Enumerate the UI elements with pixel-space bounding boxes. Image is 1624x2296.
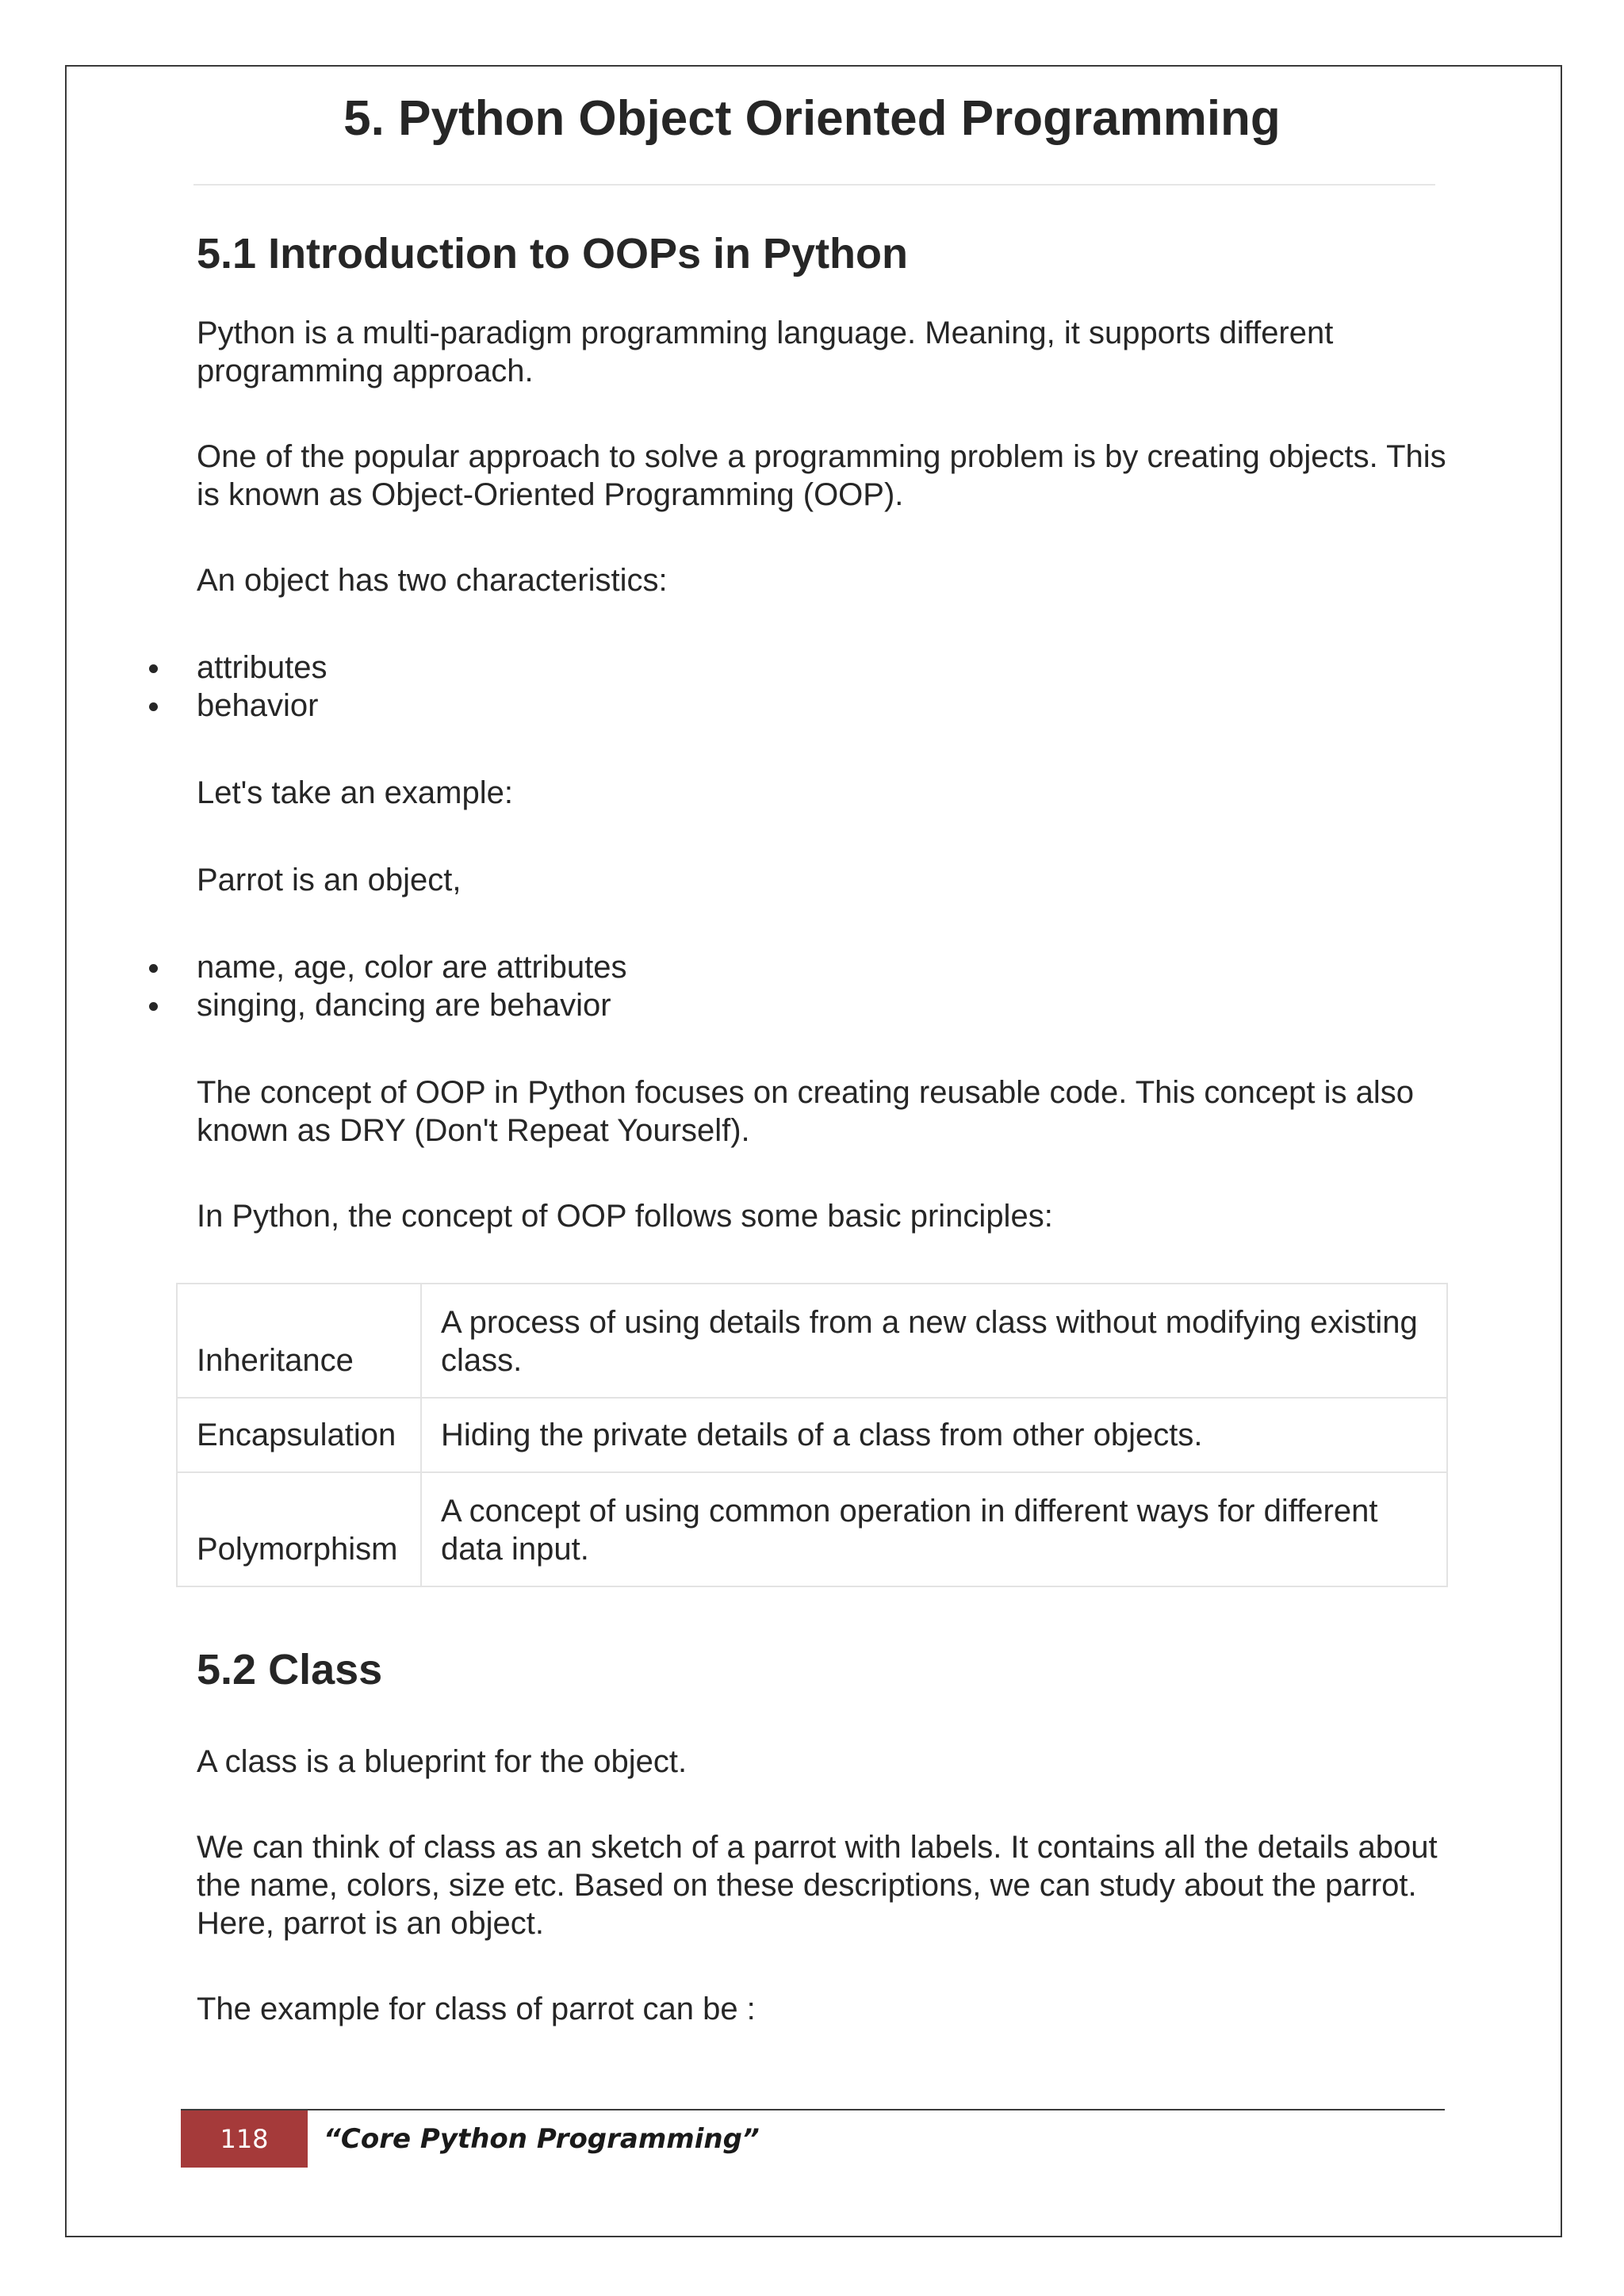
characteristics-list bbox=[143, 649, 327, 725]
paragraph-parrot-object: Parrot is an object, bbox=[197, 863, 462, 897]
principle-term: Inheritance bbox=[177, 1284, 421, 1398]
principle-description: A process of using details from a new class without modifying existing class. bbox=[421, 1284, 1447, 1398]
paragraph-characteristics-intro: An object has two characteristics: bbox=[197, 563, 668, 598]
paragraph-class-sketch: We can think of class as an sketch of a parrot with labels. It contains all the details about the name, colors, size etc. Based on these descriptions, we can study about the parrot. Here, parrot is an object. bbox=[197, 1830, 1438, 1941]
table-row bbox=[177, 1472, 1447, 1586]
principle-description: Hiding the private details of a class from other objects. bbox=[421, 1398, 1447, 1472]
list-item: name, age, color are attributes bbox=[143, 948, 627, 986]
title-divider bbox=[193, 184, 1435, 186]
bullet-icon bbox=[149, 702, 158, 711]
table-row bbox=[177, 1398, 1447, 1472]
table-row bbox=[177, 1284, 1447, 1398]
principle-term: Encapsulation bbox=[177, 1398, 421, 1472]
principles-table bbox=[176, 1283, 1448, 1587]
paragraph-multi-paradigm: Python is a multi-paradigm programming language. Meaning, it supports different programming approach. bbox=[197, 316, 1334, 388]
section-heading-intro: 5.1 Introduction to OOPs in Python bbox=[197, 230, 909, 277]
book-title: “Core Python Programming” bbox=[324, 2123, 760, 2155]
principle-term: Polymorphism bbox=[177, 1472, 421, 1586]
list-item: singing, dancing are behavior bbox=[143, 986, 627, 1024]
chapter-title: 5. Python Object Oriented Programming bbox=[343, 91, 1281, 146]
paragraph-class-blueprint: A class is a blueprint for the object. bbox=[197, 1744, 688, 1779]
paragraph-dry-concept: The concept of OOP in Python focuses on creating reusable code. This concept is also known as DRY (Don't Repeat Yourself). bbox=[197, 1075, 1414, 1148]
parrot-traits-list bbox=[143, 948, 627, 1024]
paragraph-principles-intro: In Python, the concept of OOP follows some basic principles: bbox=[197, 1199, 1053, 1234]
list-item: behavior bbox=[143, 687, 327, 725]
paragraph-oop-definition: One of the popular approach to solve a programming problem is by creating objects. This is known as Object-Oriented Programming (OOP). bbox=[197, 439, 1446, 512]
paragraph-class-example: The example for class of parrot can be : bbox=[197, 1992, 756, 2026]
list-item: attributes bbox=[143, 649, 327, 687]
bullet-icon bbox=[149, 964, 158, 973]
paragraph-example-intro: Let's take an example: bbox=[197, 775, 513, 810]
bullet-icon bbox=[149, 1002, 158, 1011]
principle-description: A concept of using common operation in different ways for different data input. bbox=[421, 1472, 1447, 1586]
bullet-icon bbox=[149, 664, 158, 673]
section-heading-class: 5.2 Class bbox=[197, 1646, 383, 1693]
page-number-badge: 118 bbox=[181, 2110, 308, 2168]
